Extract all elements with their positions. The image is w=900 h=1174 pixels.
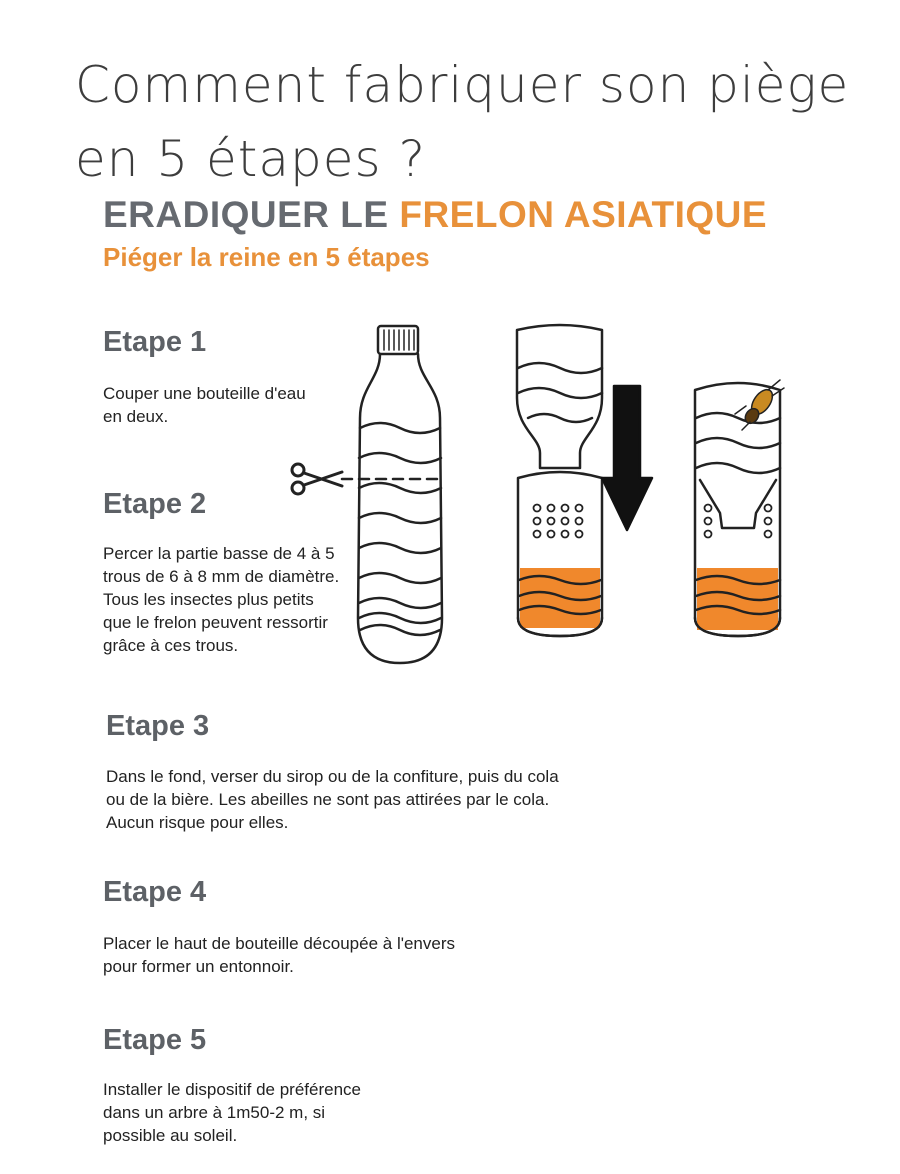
bottle-bottom-with-holes xyxy=(518,472,602,636)
poster-title xyxy=(103,194,767,236)
inverted-top xyxy=(517,325,602,468)
scissors-icon xyxy=(292,464,342,494)
step-4-title: Etape 4 xyxy=(103,876,207,908)
down-arrow-icon xyxy=(602,386,652,530)
step-1-text: Couper une bouteille d'eau en deux. xyxy=(103,384,306,426)
step-3-text: Dans le fond, verser du sirop ou de la confiture, puis du cola ou de la bière. Les abeilles ne sont pas attirées par le cola. Aucun risque pour elles. xyxy=(106,767,559,832)
trap-illustration xyxy=(280,318,800,678)
assembled-trap xyxy=(695,383,780,636)
step-5-title: Etape 5 xyxy=(103,1024,207,1056)
step-1-title: Etape 1 xyxy=(103,326,207,358)
step-2-title: Etape 2 xyxy=(103,488,207,520)
step-4-text: Placer le haut de bouteille découpée à l'envers pour former un entonnoir. xyxy=(103,934,455,976)
step-3-title: Etape 3 xyxy=(106,710,210,742)
poster-title-part1: ERADIQUER LE xyxy=(103,194,400,235)
step-5-text: Installer le dispositif de préférence dans un arbre à 1m50-2 m, si possible au soleil. xyxy=(103,1080,361,1145)
page-title: Comment fabriquer son piège en 5 étapes ? xyxy=(75,55,850,188)
whole-bottle xyxy=(358,326,442,663)
step-2-text: Percer la partie basse de 4 à 5 trous de 6 à 8 mm de diamètre. Tous les insectes plus petits que le frelon peuvent ressortir grâce à ces trous. xyxy=(103,544,340,655)
poster-subtitle: Piéger la reine en 5 étapes xyxy=(103,242,430,272)
poster-title-part2: FRELON ASIATIQUE xyxy=(399,194,768,235)
